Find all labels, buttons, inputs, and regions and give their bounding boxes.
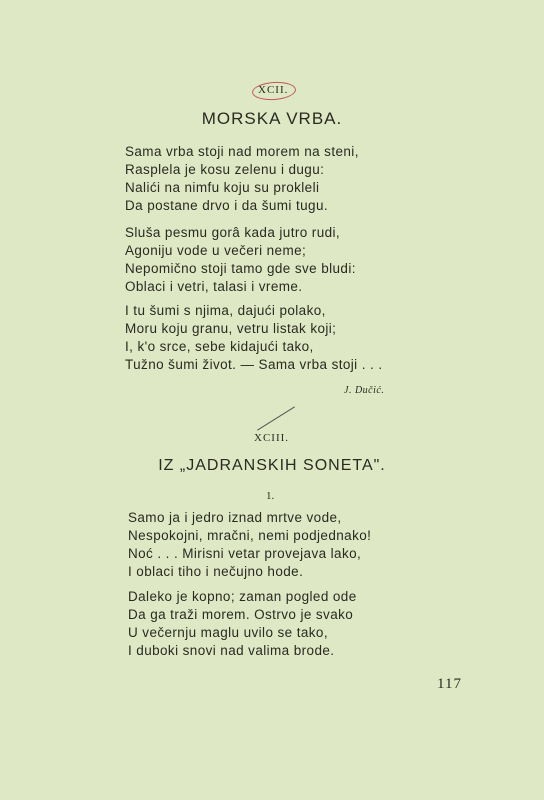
- handwritten-slash-mark: [257, 406, 295, 430]
- verse-line: I oblaci tiho i nečujno hode.: [128, 564, 304, 579]
- stanza: [125, 143, 359, 215]
- verse-line: Agoniju vode u večeri neme;: [125, 243, 307, 258]
- poem-author: J. Dučić.: [344, 385, 385, 396]
- poem-number: XCIII.: [254, 432, 290, 444]
- page-number: 117: [437, 676, 462, 692]
- verse-line: Noć . . . Mirisni vetar provejava lako,: [128, 546, 362, 561]
- verse-line: I tu šumi s njima, dajući polako,: [125, 303, 326, 318]
- verse-line: Sama vrba stoji nad morem na steni,: [125, 144, 359, 159]
- verse-line: Moru koju granu, vetru listak koji;: [125, 321, 337, 336]
- verse-line: Da postane drvo i da šumi tugu.: [125, 198, 329, 213]
- verse-line: Da ga traži morem. Ostrvo je svako: [128, 607, 354, 622]
- verse-line: Nespokojni, mračni, nemi podjednako!: [128, 528, 372, 543]
- verse-line: Daleko je kopno; zaman pogled ode: [128, 589, 357, 604]
- verse-line: Rasplela je kosu zelenu i dugu:: [125, 162, 325, 177]
- verse-line: Sluša pesmu gorâ kada jutro rudi,: [125, 225, 341, 240]
- verse-line: Oblaci i vetri, talasi i vreme.: [125, 279, 303, 294]
- poem-title: MORSKA VRBA.: [201, 109, 343, 128]
- poem-title: IZ „JADRANSKIH SONETA".: [158, 457, 386, 474]
- stanza: [128, 588, 357, 660]
- verse-line: Tužno šumi život. — Sama vrba stoji . . .: [125, 357, 383, 372]
- poem-number: XCII.: [258, 84, 289, 96]
- stanza: [128, 509, 371, 581]
- sonnet-number: 1.: [266, 490, 275, 502]
- verse-line: I duboki snovi nad valima brode.: [128, 643, 335, 658]
- verse-line: U večernju maglu uvilo se tako,: [128, 625, 328, 640]
- verse-line: I, k'o srce, sebe kidajući tako,: [125, 339, 314, 354]
- stanza: [125, 224, 356, 296]
- verse-line: Samo ja i jedro iznad mrtve vode,: [128, 510, 342, 525]
- verse-line: Nepomično stoji tamo gde sve bludi:: [125, 261, 356, 276]
- verse-line: Nalići na nimfu koju su prokleli: [125, 180, 320, 195]
- stanza: [125, 302, 382, 374]
